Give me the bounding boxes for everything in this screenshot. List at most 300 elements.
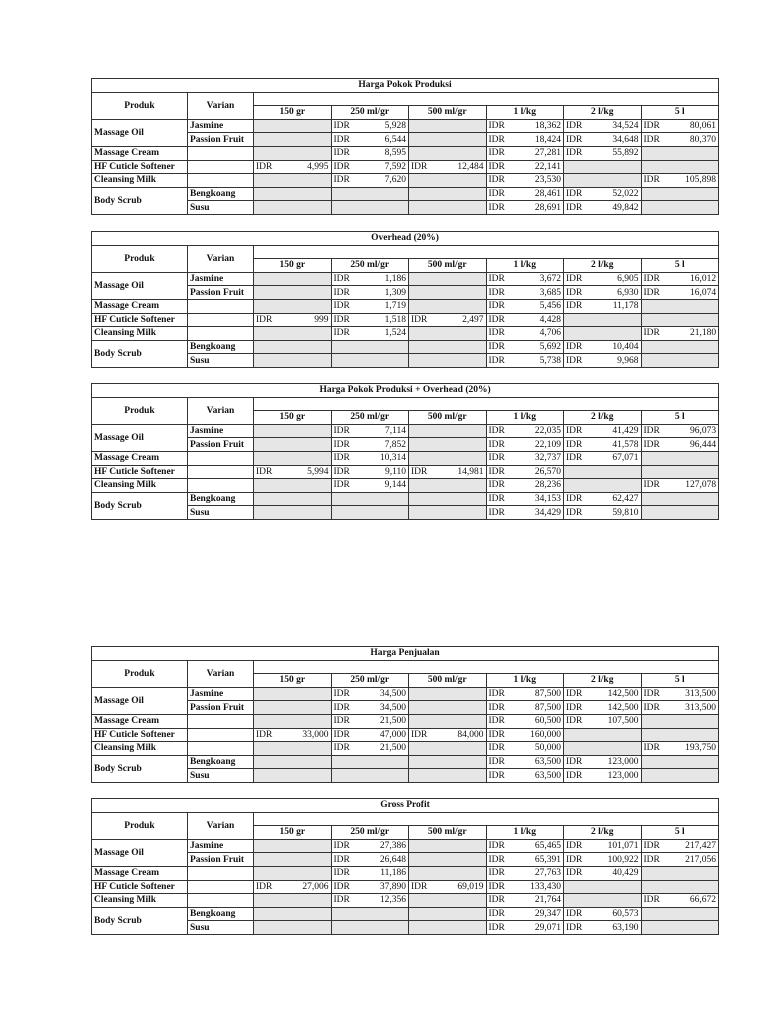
value-cell (409, 119, 487, 133)
header-size: 2 l/kg (564, 674, 642, 688)
value-cell (641, 506, 719, 520)
currency-label: IDR (566, 134, 583, 145)
currency-label: IDR (256, 729, 273, 740)
currency-label: IDR (333, 121, 350, 132)
value-cell (564, 354, 642, 368)
currency-label: IDR (333, 453, 350, 464)
amount: 9,968 (617, 355, 639, 366)
amount: 4,706 (539, 328, 561, 339)
varian-cell (188, 880, 254, 894)
currency-label: IDR (566, 868, 583, 879)
currency-label: IDR (566, 287, 583, 298)
value-cell (486, 728, 564, 742)
amount: 84,000 (457, 729, 484, 740)
value-cell (486, 880, 564, 894)
amount: 96,073 (689, 426, 717, 437)
amount: 5,738 (539, 355, 561, 366)
table-harga-penjualan (91, 646, 718, 783)
currency-label: IDR (488, 881, 505, 892)
header-size: 2 l/kg (564, 411, 642, 425)
value-cell (641, 160, 719, 174)
value-cell (641, 907, 719, 921)
varian-cell (188, 299, 254, 313)
currency-label: IDR (333, 743, 350, 754)
value-cell (641, 839, 719, 853)
currency-label: IDR (411, 466, 428, 477)
amount: 5,928 (384, 121, 406, 132)
amount: 6,905 (617, 274, 639, 285)
currency-label: IDR (566, 922, 583, 933)
amount: 34,500 (379, 689, 406, 700)
value-cell (641, 921, 719, 935)
amount: 2,497 (462, 314, 484, 325)
header-size: 2 l/kg (564, 259, 642, 273)
value-cell (331, 424, 409, 438)
currency-label: IDR (643, 175, 660, 186)
currency-label: IDR (333, 480, 350, 491)
amount: 11,178 (612, 301, 639, 312)
table-row (92, 839, 719, 853)
value-cell (641, 701, 719, 715)
value-cell (564, 921, 642, 935)
value-cell (331, 880, 409, 894)
currency-label: IDR (256, 881, 273, 892)
produk-cell: HF Cuticle Softener (92, 313, 188, 327)
value-cell (486, 506, 564, 520)
varian-cell: Jasmine (188, 272, 254, 286)
currency-label: IDR (643, 895, 660, 906)
currency-label: IDR (488, 287, 505, 298)
header-size: 5 l (641, 411, 719, 425)
produk-cell: Massage Cream (92, 146, 188, 160)
amount: 47,000 (379, 729, 406, 740)
amount: 1,518 (384, 314, 406, 325)
amount: 28,691 (534, 202, 561, 213)
value-cell (641, 299, 719, 313)
amount: 62,427 (612, 494, 639, 505)
amount: 22,109 (534, 439, 561, 450)
amount: 160,000 (530, 729, 561, 740)
value-cell (409, 714, 487, 728)
value-cell (641, 894, 719, 908)
currency-label: IDR (488, 453, 505, 464)
produk-cell: Massage Oil (92, 272, 188, 299)
header-size: 5 l (641, 674, 719, 688)
table-row (92, 755, 719, 769)
value-cell (331, 701, 409, 715)
header-produk: Produk (92, 397, 188, 424)
header-size: 250 ml/gr (331, 259, 409, 273)
value-cell (331, 839, 409, 853)
currency-label: IDR (333, 148, 350, 159)
amount: 7,852 (384, 439, 406, 450)
currency-label: IDR (566, 202, 583, 213)
currency-label: IDR (566, 121, 583, 132)
currency-label: IDR (411, 881, 428, 892)
amount: 96,444 (689, 439, 717, 450)
currency-label: IDR (566, 148, 583, 159)
value-cell (254, 714, 332, 728)
produk-cell: Massage Cream (92, 299, 188, 313)
value-cell (564, 340, 642, 354)
amount: 3,685 (539, 287, 561, 298)
amount: 105,898 (685, 175, 717, 186)
header-size: 150 gr (254, 259, 332, 273)
value-cell (254, 742, 332, 756)
value-cell (564, 907, 642, 921)
currency-label: IDR (643, 121, 660, 132)
header-size: 1 l/kg (486, 826, 564, 840)
value-cell (254, 728, 332, 742)
header-size: 1 l/kg (486, 674, 564, 688)
value-cell (564, 451, 642, 465)
value-cell (254, 354, 332, 368)
varian-cell: Susu (188, 354, 254, 368)
currency-label: IDR (333, 702, 350, 713)
currency-label: IDR (333, 716, 350, 727)
value-cell (641, 755, 719, 769)
amount: 65,465 (534, 841, 561, 852)
produk-cell: Body Scrub (92, 187, 188, 214)
varian-cell: Passion Fruit (188, 133, 254, 147)
value-cell (254, 313, 332, 327)
varian-cell: Bengkoang (188, 187, 254, 201)
value-cell (486, 492, 564, 506)
value-cell (486, 755, 564, 769)
value-cell (331, 866, 409, 880)
table-title: Harga Penjualan (92, 647, 719, 661)
value-cell (331, 286, 409, 300)
value-cell (331, 133, 409, 147)
table-row (92, 907, 719, 921)
currency-label: IDR (643, 439, 660, 450)
value-cell (409, 313, 487, 327)
value-cell (486, 687, 564, 701)
value-cell (331, 479, 409, 493)
amount: 63,500 (534, 757, 561, 768)
currency-label: IDR (488, 121, 505, 132)
value-cell (641, 340, 719, 354)
currency-label: IDR (643, 841, 660, 852)
amount: 27,763 (534, 868, 561, 879)
value-cell (641, 187, 719, 201)
value-cell (564, 272, 642, 286)
value-cell (254, 160, 332, 174)
header-size: 500 ml/gr (409, 674, 487, 688)
value-cell (486, 479, 564, 493)
header-row (92, 397, 719, 411)
amount: 100,922 (607, 854, 639, 865)
varian-cell (188, 728, 254, 742)
currency-label: IDR (488, 743, 505, 754)
amount: 40,429 (612, 868, 639, 879)
header-size: 250 ml/gr (331, 411, 409, 425)
value-cell (564, 438, 642, 452)
currency-label: IDR (643, 854, 660, 865)
currency-label: IDR (566, 453, 583, 464)
value-cell (331, 272, 409, 286)
amount: 60,573 (612, 909, 639, 920)
value-cell (486, 894, 564, 908)
value-cell (564, 187, 642, 201)
currency-label: IDR (643, 743, 660, 754)
currency-label: IDR (488, 909, 505, 920)
table-title-row (92, 232, 719, 246)
amount: 27,386 (379, 841, 406, 852)
amount: 101,071 (607, 841, 639, 852)
varian-cell: Passion Fruit (188, 853, 254, 867)
value-cell (409, 438, 487, 452)
table-row (92, 687, 719, 701)
header-spacer (254, 397, 719, 411)
data-table (91, 383, 719, 520)
currency-label: IDR (488, 148, 505, 159)
value-cell (254, 438, 332, 452)
currency-label: IDR (333, 314, 350, 325)
amount: 52,022 (612, 189, 639, 200)
table-row (92, 327, 719, 341)
value-cell (486, 201, 564, 215)
value-cell (254, 119, 332, 133)
value-cell (641, 438, 719, 452)
value-cell (409, 133, 487, 147)
value-cell (409, 272, 487, 286)
amount: 1,719 (384, 301, 406, 312)
amount: 7,592 (384, 161, 406, 172)
value-cell (486, 742, 564, 756)
header-row (92, 660, 719, 674)
produk-cell: Cleansing Milk (92, 479, 188, 493)
table-row (92, 119, 719, 133)
value-cell (254, 340, 332, 354)
varian-cell: Jasmine (188, 839, 254, 853)
value-cell (641, 714, 719, 728)
value-cell (564, 201, 642, 215)
value-cell (486, 174, 564, 188)
header-varian: Varian (188, 245, 254, 272)
currency-label: IDR (643, 702, 660, 713)
currency-label: IDR (566, 689, 583, 700)
header-produk: Produk (92, 812, 188, 839)
value-cell (409, 146, 487, 160)
value-cell (564, 769, 642, 783)
value-cell (409, 728, 487, 742)
currency-label: IDR (488, 202, 505, 213)
value-cell (254, 755, 332, 769)
value-cell (564, 728, 642, 742)
value-cell (254, 424, 332, 438)
varian-cell (188, 465, 254, 479)
value-cell (409, 839, 487, 853)
varian-cell: Bengkoang (188, 340, 254, 354)
value-cell (331, 894, 409, 908)
value-cell (641, 174, 719, 188)
amount: 5,994 (307, 466, 329, 477)
amount: 18,424 (534, 134, 561, 145)
currency-label: IDR (488, 439, 505, 450)
currency-label: IDR (333, 301, 350, 312)
header-size: 250 ml/gr (331, 106, 409, 120)
amount: 11,186 (380, 868, 406, 879)
value-cell (486, 701, 564, 715)
amount: 80,061 (689, 121, 717, 132)
value-cell (641, 133, 719, 147)
amount: 28,236 (534, 480, 561, 491)
currency-label: IDR (411, 314, 428, 325)
varian-cell: Susu (188, 201, 254, 215)
amount: 217,427 (685, 841, 717, 852)
currency-label: IDR (488, 426, 505, 437)
amount: 142,500 (607, 689, 639, 700)
value-cell (641, 201, 719, 215)
table-row (92, 880, 719, 894)
value-cell (409, 160, 487, 174)
value-cell (564, 160, 642, 174)
value-cell (254, 880, 332, 894)
value-cell (486, 839, 564, 853)
value-cell (564, 894, 642, 908)
currency-label: IDR (566, 507, 583, 518)
varian-cell (188, 451, 254, 465)
value-cell (331, 755, 409, 769)
currency-label: IDR (566, 702, 583, 713)
value-cell (331, 921, 409, 935)
currency-label: IDR (256, 314, 273, 325)
value-cell (641, 451, 719, 465)
currency-label: IDR (488, 689, 505, 700)
value-cell (409, 187, 487, 201)
amount: 10,314 (379, 453, 406, 464)
varian-cell: Jasmine (188, 687, 254, 701)
value-cell (564, 146, 642, 160)
value-cell (409, 451, 487, 465)
amount: 12,484 (457, 161, 484, 172)
amount: 10,404 (612, 342, 639, 353)
value-cell (409, 354, 487, 368)
value-cell (486, 866, 564, 880)
value-cell (254, 687, 332, 701)
header-spacer (254, 812, 719, 826)
table-overhead (91, 231, 718, 368)
value-cell (254, 921, 332, 935)
value-cell (486, 853, 564, 867)
produk-cell: Massage Oil (92, 687, 188, 714)
value-cell (564, 755, 642, 769)
table-row (92, 728, 719, 742)
amount: 26,648 (379, 854, 406, 865)
currency-label: IDR (643, 689, 660, 700)
value-cell (409, 465, 487, 479)
value-cell (254, 866, 332, 880)
varian-cell (188, 327, 254, 341)
produk-cell: Body Scrub (92, 907, 188, 934)
value-cell (331, 438, 409, 452)
header-size: 150 gr (254, 106, 332, 120)
value-cell (409, 701, 487, 715)
currency-label: IDR (488, 702, 505, 713)
value-cell (254, 146, 332, 160)
amount: 6,930 (617, 287, 639, 298)
value-cell (409, 769, 487, 783)
value-cell (486, 146, 564, 160)
varian-cell: Bengkoang (188, 907, 254, 921)
currency-label: IDR (643, 274, 660, 285)
varian-cell (188, 894, 254, 908)
amount: 22,035 (534, 426, 561, 437)
value-cell (254, 201, 332, 215)
value-cell (331, 492, 409, 506)
value-cell (254, 272, 332, 286)
amount: 1,186 (384, 274, 406, 285)
value-cell (486, 272, 564, 286)
currency-label: IDR (566, 854, 583, 865)
value-cell (564, 299, 642, 313)
amount: 22,141 (534, 161, 561, 172)
currency-label: IDR (566, 189, 583, 200)
amount: 23,530 (534, 175, 561, 186)
value-cell (486, 160, 564, 174)
amount: 8,595 (384, 148, 406, 159)
amount: 34,500 (379, 702, 406, 713)
currency-label: IDR (488, 301, 505, 312)
amount: 32,737 (534, 453, 561, 464)
value-cell (254, 839, 332, 853)
value-cell (331, 146, 409, 160)
table-row (92, 160, 719, 174)
table-title: Gross Profit (92, 799, 719, 813)
amount: 41,578 (612, 439, 639, 450)
amount: 127,078 (685, 480, 717, 491)
currency-label: IDR (333, 426, 350, 437)
value-cell (641, 769, 719, 783)
value-cell (641, 687, 719, 701)
table-harga-pokok-produksi (91, 78, 718, 215)
currency-label: IDR (488, 466, 505, 477)
amount: 9,110 (384, 466, 406, 477)
value-cell (409, 286, 487, 300)
value-cell (331, 354, 409, 368)
value-cell (564, 479, 642, 493)
currency-label: IDR (488, 841, 505, 852)
value-cell (331, 119, 409, 133)
header-size: 1 l/kg (486, 106, 564, 120)
currency-label: IDR (488, 757, 505, 768)
currency-label: IDR (333, 439, 350, 450)
amount: 34,429 (534, 507, 561, 518)
amount: 4,995 (307, 161, 329, 172)
produk-cell: Cleansing Milk (92, 894, 188, 908)
currency-label: IDR (333, 881, 350, 892)
currency-label: IDR (333, 689, 350, 700)
amount: 66,672 (689, 895, 717, 906)
varian-cell (188, 313, 254, 327)
value-cell (331, 201, 409, 215)
value-cell (254, 299, 332, 313)
value-cell (254, 701, 332, 715)
amount: 5,456 (539, 301, 561, 312)
currency-label: IDR (488, 189, 505, 200)
header-row (92, 245, 719, 259)
produk-cell: Cleansing Milk (92, 327, 188, 341)
data-table (91, 798, 719, 935)
header-varian: Varian (188, 397, 254, 424)
currency-label: IDR (488, 854, 505, 865)
currency-label: IDR (488, 175, 505, 186)
varian-cell: Passion Fruit (188, 701, 254, 715)
value-cell (409, 299, 487, 313)
header-size: 1 l/kg (486, 259, 564, 273)
currency-label: IDR (411, 729, 428, 740)
